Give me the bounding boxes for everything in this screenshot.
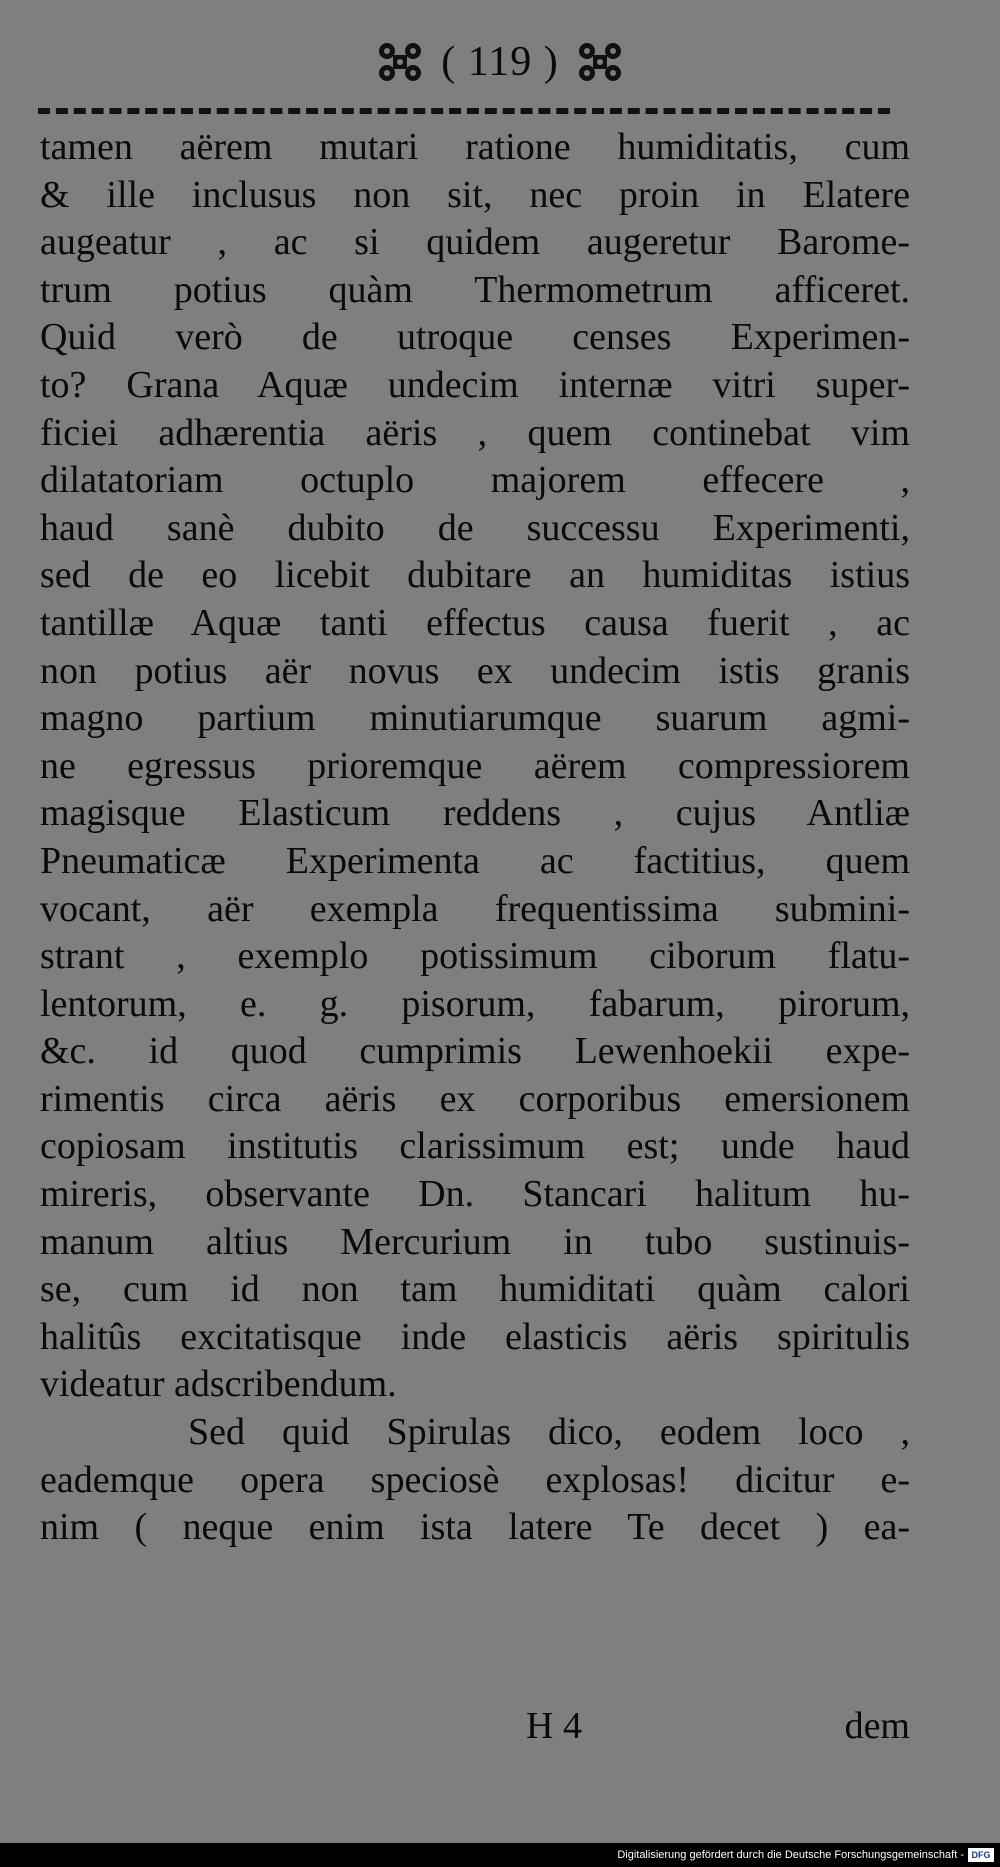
text-line: strant , exemplo potissimum ciborum flatu- bbox=[40, 935, 910, 978]
text-line: halitûs excitatisque inde elasticis aëris spiritulis bbox=[40, 1315, 910, 1358]
dfg-logo-icon: DFG bbox=[968, 1848, 994, 1862]
text-line: copiosam institutis clarissimum est; unde haud bbox=[40, 1125, 910, 1168]
catchword: dem bbox=[844, 1705, 910, 1747]
text-line: se, cum id non tam humiditati quàm calori bbox=[40, 1268, 910, 1311]
text-line: non potius aër novus ex undecim istis granis bbox=[40, 649, 910, 692]
text-line: ficiei adhærentia aëris , quem continebat vim bbox=[40, 411, 910, 454]
header-rule bbox=[38, 108, 890, 114]
text-line: dilatatoriam octuplo majorem effecere , bbox=[40, 459, 910, 502]
text-line: &c. id quod cumprimis Lewenhoekii expe- bbox=[40, 1030, 910, 1073]
fleuron-ornament-icon bbox=[573, 39, 627, 85]
text-line: Quid verò de utroque censes Experimen- bbox=[40, 316, 910, 359]
text-line: to? Grana Aquæ undecim internæ vitri super- bbox=[40, 363, 910, 406]
text-line: videatur adscribendum. bbox=[40, 1363, 397, 1406]
signature-mark: H 4 bbox=[526, 1705, 582, 1747]
text-line: eademque opera speciosè explosas! dicitur e- bbox=[40, 1458, 910, 1501]
text-line: magno partium minutiarumque suarum agmi- bbox=[40, 697, 910, 740]
page-number: ( 119 ) bbox=[441, 39, 559, 85]
text-line: manum altius Mercurium in tubo sustinuis- bbox=[40, 1220, 910, 1263]
text-line: Pneumaticæ Experimenta ac factitius, quem bbox=[40, 839, 910, 882]
text-line: lentorum, e. g. pisorum, fabarum, pirorum, bbox=[40, 982, 910, 1025]
fleuron-ornament-icon bbox=[373, 39, 427, 85]
text-line: tantillæ Aquæ tanti effectus causa fuerit , ac bbox=[40, 601, 910, 644]
page-body-text bbox=[40, 124, 910, 1552]
paragraph-start-line: Sed quid Spirulas dico, eodem loco , bbox=[188, 1411, 910, 1454]
text-line: & ille inclusus non sit, nec proin in Elatere bbox=[40, 173, 910, 216]
digitization-credit-bar bbox=[0, 1843, 1000, 1867]
page-header bbox=[0, 38, 1000, 108]
text-line: vocant, aër exempla frequentissima submini- bbox=[40, 887, 910, 930]
text-line: sed de eo licebit dubitare an humiditas istius bbox=[40, 554, 910, 597]
text-line: mireris, observante Dn. Stancari halitum hu- bbox=[40, 1173, 910, 1216]
text-line: ne egressus prioremque aërem compressiorem bbox=[40, 744, 910, 787]
text-line: magisque Elasticum reddens , cujus Antliæ bbox=[40, 792, 910, 835]
text-line: augeatur , ac si quidem augeretur Barome- bbox=[40, 221, 910, 264]
text-line: nim ( neque enim ista latere Te decet ) ea- bbox=[40, 1506, 910, 1549]
page-footer-marks bbox=[40, 1704, 910, 1756]
digitization-credit: Digitalisierung gefördert durch die Deutsche Forschungsgemeinschaft - bbox=[617, 1849, 964, 1861]
text-line: haud sanè dubito de successu Experimenti, bbox=[40, 506, 910, 549]
text-line: tamen aërem mutari ratione humiditatis, cum bbox=[40, 126, 910, 168]
text-line: trum potius quàm Thermometrum afficeret. bbox=[40, 268, 910, 311]
text-line: rimentis circa aëris ex corporibus emersionem bbox=[40, 1077, 910, 1120]
